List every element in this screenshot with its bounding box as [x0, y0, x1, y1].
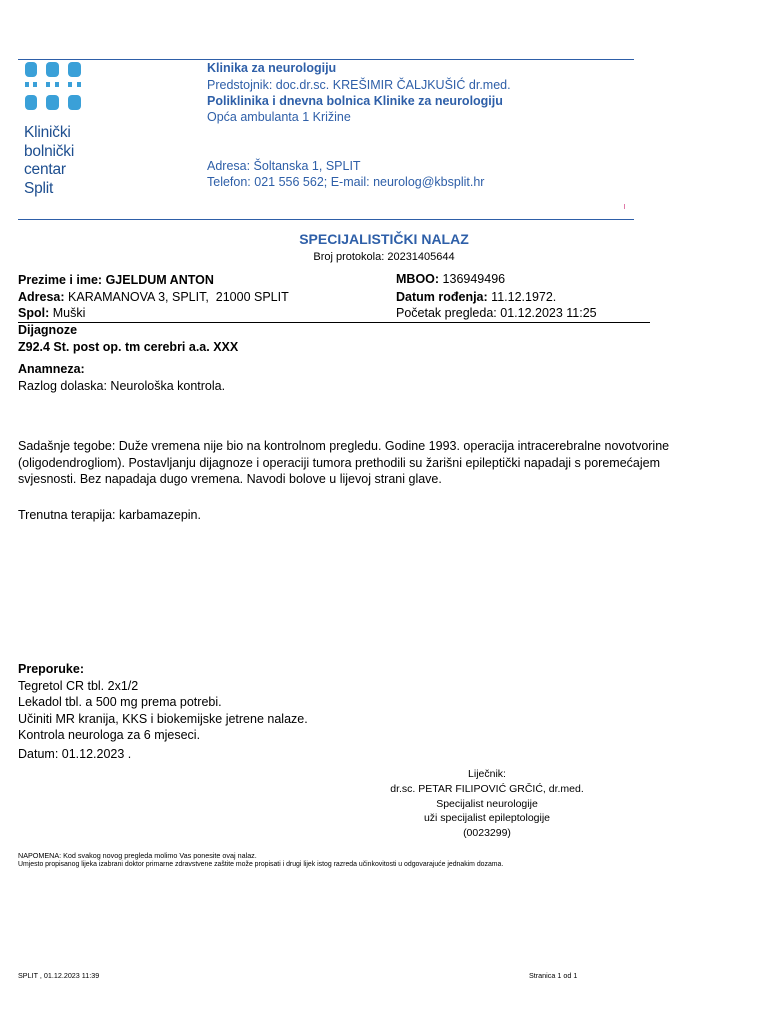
- note-line-2: Umjesto propisanog lijeka izabrani doktor primarne zdravstvene zaštite može propisati i drugi lijek istog razreda učinkovitosti u odgovarajuće jednakim dozama.: [18, 861, 504, 868]
- footer-location-date: SPLIT , 01.12.2023 11:39: [18, 971, 100, 980]
- logo-line: Split: [24, 179, 54, 197]
- logo-line: centar: [24, 161, 66, 178]
- clinic-address: Adresa: Šoltanska 1, SPLIT: [207, 159, 361, 173]
- doctor-specialty: Specijalist neurologije: [436, 797, 538, 810]
- logo-line: Klinički: [24, 124, 71, 141]
- logo-symbol-icon: [24, 60, 84, 114]
- patient-section-rule: [18, 322, 650, 323]
- current-therapy: Trenutna terapija: karbamazepin.: [18, 508, 201, 522]
- diagnosis-value: Z92.4 St. post op. tm cerebri a.a. XXX: [18, 340, 239, 354]
- doctor-name: dr.sc. PETAR FILIPOVIĆ GRČIĆ, dr.med.: [390, 782, 584, 795]
- recommendations-label: Preporuke:: [18, 662, 84, 676]
- recommendation-item: Lekadol tbl. a 500 mg prema potrebi.: [18, 695, 222, 709]
- doctor-block: [317, 767, 657, 841]
- anamnesis-label: Anamneza:: [18, 362, 85, 376]
- recommendation-item: Tegretol CR tbl. 2x1/2: [18, 679, 139, 693]
- recommendation-item: Učiniti MR kranija, KKS i biokemijske jetrene nalaze.: [18, 712, 308, 726]
- protocol-number: Broj protokola: 20231405644: [313, 251, 455, 263]
- patient-dob: 11.12.1972.: [491, 290, 557, 304]
- patient-address-label: Adresa:: [18, 290, 65, 304]
- patient-dob-label: Datum rođenja:: [396, 290, 488, 304]
- patient-sex-label: Spol:: [18, 306, 50, 320]
- note-line-1: NAPOMENA: Kod svakog novog pregleda molimo Vas ponesite ovaj nalaz.: [18, 851, 257, 860]
- logo-line: bolnički: [24, 142, 75, 160]
- clinic-contact: Telefon: 021 556 562; E-mail: neurolog@kbsplit.hr: [207, 175, 485, 189]
- exam-start: Početak pregleda: 01.12.2023 11:25: [396, 306, 597, 320]
- current-complaints: Sadašnje tegobe: Duže vremena nije bio na kontrolnom pregledu. Godine 1993. operacija intracerebralne novotvorine (oligodendrogliom). Postavljanju dijagnoze i operaciji tumora prethodili su žarišni epileptički napadaji s poremećajem svjesnosti. Bez napadaja dugo vremena. Navodi bolove u lijevoj strani glave.: [18, 439, 670, 486]
- doctor-code: (0023299): [463, 827, 511, 840]
- patient-address: KARAMANOVA 3, SPLIT, 21000 SPLIT: [68, 290, 289, 304]
- report-date: Datum: 01.12.2023 .: [18, 747, 132, 761]
- doctor-subspecialty: uži specijalist epileptologije: [423, 812, 551, 825]
- patient-name-row: [18, 272, 214, 289]
- footer-page-number: Stranica 1 od 1: [529, 971, 578, 980]
- patient-name: GJELDUM ANTON: [105, 273, 214, 287]
- patient-mboo: 136949496: [442, 272, 506, 286]
- patient-sex: Muški: [52, 306, 86, 320]
- recommendation-item: Kontrola neurologa za 6 mjeseci.: [18, 728, 201, 742]
- header-bottom-rule: [18, 219, 634, 220]
- visit-reason: Razlog dolaska: Neurološka kontrola.: [18, 379, 226, 393]
- patient-name-label: Prezime i ime:: [18, 273, 103, 287]
- doctor-label: Liječnik:: [468, 768, 506, 780]
- patient-mboo-label: MBOO:: [396, 272, 440, 286]
- clinic-head: Predstojnik: doc.dr.sc. KREŠIMIR ČALJKUŠIĆ dr.med.: [207, 78, 511, 92]
- patient-address-row: [18, 289, 289, 306]
- header-rule-mark: [624, 204, 625, 209]
- patient-mboo-row: [396, 271, 505, 288]
- patient-dob-row: [396, 289, 556, 306]
- logo-wordmark: [24, 124, 74, 198]
- patient-sex-row: [18, 305, 85, 322]
- document-title: SPECIJALISTIČKI NALAZ: [299, 231, 469, 247]
- kbc-split-logo: [24, 60, 86, 202]
- polyclinic-name: Poliklinika i dnevna bolnica Klinike za neurologiju: [207, 94, 503, 108]
- ambulance-name: Opća ambulanta 1 Križine: [207, 110, 351, 124]
- clinic-name: Klinika za neurologiju: [207, 61, 337, 75]
- diagnoses-label: Dijagnoze: [18, 323, 78, 337]
